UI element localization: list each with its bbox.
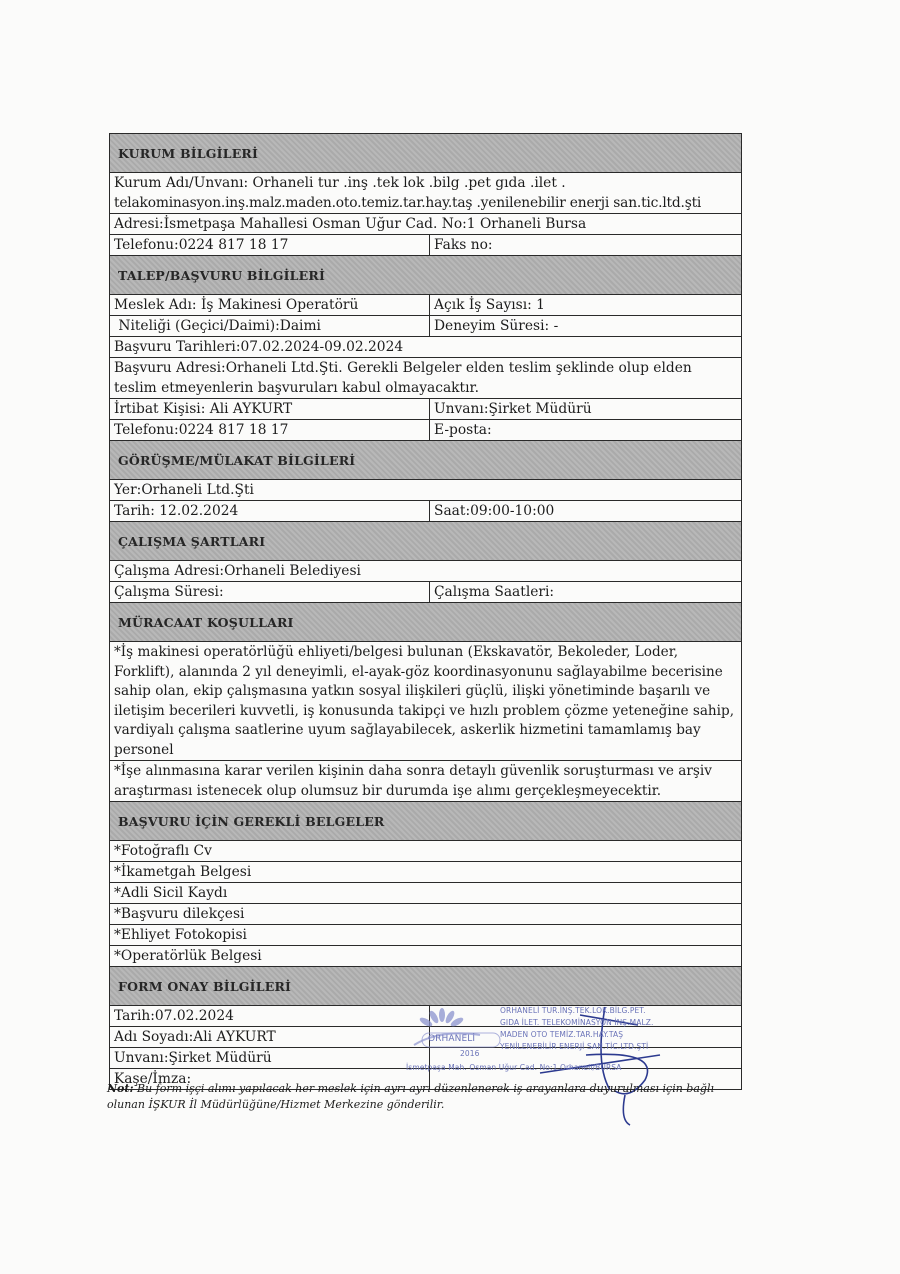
talep-irtibat: İrtibat Kişisi: Ali AYKURT [110, 399, 430, 419]
talep-nitelik: Niteliği (Geçici/Daimi):Daimi [110, 316, 430, 336]
belge-item-label: *İkametgah Belgesi [114, 864, 252, 880]
section-header-talep: TALEP/BAŞVURU BİLGİLERİ [110, 256, 741, 295]
kurum-telefon: Telefonu:0224 817 18 17 [110, 235, 430, 255]
kurum-unvan-line1: Kurum Adı/Unvanı: Orhaneli tur .inş .tek lok .bilg .pet gıda .ilet . [114, 175, 566, 191]
section-header-gorusme: GÖRÜŞME/MÜLAKAT BİLGİLERİ [110, 441, 741, 480]
stamp-line2: GIDA İLET. TELEKOMİNASYON İNŞ.MALZ. [500, 1018, 654, 1027]
stamp-line1: ORHANELİ TUR.İNŞ.TEK.LOK.BİLG.PET. [500, 1006, 646, 1015]
kurum-adres-row [110, 214, 741, 235]
stamp-line4: YENİLENEBİLİR ENERJİ SAN.TİC.LTD.ŞTİ [500, 1042, 649, 1051]
talep-meslek: Meslek Adı: İş Makinesi Operatörü [110, 295, 430, 315]
onay-ad-row [110, 1027, 741, 1048]
stamp-address: İsmetpaşa Mah. Osman Uğur Cad. No:1 Orhaneli/BURSA [406, 1063, 622, 1072]
calisma-sure: Çalışma Süresi: [110, 582, 430, 602]
talep-nitelik-row [110, 316, 741, 337]
note-label: Not: [107, 1082, 134, 1095]
talep-adres-line2: teslim etmeyenlerin başvuruları kabul olmayacaktır. [114, 380, 479, 396]
section-header-belgeler: BAŞVURU İÇİN GEREKLİ BELGELER [110, 802, 741, 841]
section-header-onay: FORM ONAY BİLGİLERİ [110, 967, 741, 1006]
gorusme-tarih: Tarih: 12.02.2024 [110, 501, 430, 521]
belge-item-label: *Fotoğraflı Cv [114, 843, 212, 859]
calisma-adres-row [110, 561, 741, 582]
talep-eposta: E-posta: [434, 422, 492, 438]
belge-item [110, 946, 741, 967]
talep-acik-is: Açık İş Sayısı: 1 [434, 297, 545, 313]
talep-tarihler: Başvuru Tarihleri:07.02.2024-09.02.2024 [114, 339, 404, 355]
stamp-logo-text: ORHANELİ [428, 1034, 476, 1044]
footer-note [107, 1081, 747, 1113]
gorusme-saat: Saat:09:00-10:00 [434, 503, 555, 519]
belge-item-label: *Ehliyet Fotokopisi [114, 927, 247, 943]
belge-item [110, 883, 741, 904]
talep-adres-row [110, 358, 741, 399]
talep-telefon: Telefonu:0224 817 18 17 [110, 420, 430, 440]
job-application-form [109, 133, 742, 1090]
belge-item [110, 904, 741, 925]
note-text: Bu form işçi alımı yapılacak her meslek için ayrı ayrı düzenlenerek iş arayanlara duyurulması için bağlı olunan İŞKUR İl Müdürlüğüne/Hizmet Merkezine gönderilir. [107, 1082, 714, 1111]
talep-tarihler-row [110, 337, 741, 358]
talep-telefon-row [110, 420, 741, 441]
belge-item [110, 925, 741, 946]
section-header-calisma: ÇALIŞMA ŞARTLARI [110, 522, 741, 561]
gorusme-tarih-row [110, 501, 741, 522]
belge-item [110, 862, 741, 883]
kurum-unvan-line2: telakominasyon.inş.malz.maden.oto.temiz.tar.hay.taş .yenilenebilir enerji san.tic.ltd.şti [114, 195, 702, 211]
talep-adres-line1: Başvuru Adresi:Orhaneli Ltd.Şti. Gerekli Belgeler elden teslim şeklinde olup elden [114, 360, 692, 376]
onay-kase: Kaşe/İmza: [110, 1069, 430, 1089]
onay-tarih: Tarih:07.02.2024 [110, 1006, 430, 1026]
calisma-adres: Çalışma Adresi:Orhaneli Belediyesi [114, 563, 361, 579]
talep-irtibat-row [110, 399, 741, 420]
muracaat-paragraph1: *İş makinesi operatörlüğü ehliyeti/belgesi bulunan (Ekskavatör, Bekoleder, Loder, Forklift), alanında 2 yıl deneyimli, el-ayak-göz koordinasyonunu sağlayabilme becerisine sahip olan, ekip çalışmasına yatkın sosyal ilişkileri güçlü, ilişki yönetiminde başarılı ve iletişim becerileri kuvvetli, iş konusunda takipçi ve hızlı problem çözme yeteneğine sahip, vardiyalı çalışma saatlerine uyum sağlayabilecek, askerlik hizmetini tamamlamış bay personel [114, 644, 735, 758]
belge-item-label: *Adli Sicil Kaydı [114, 885, 228, 901]
section-header-kurum: KURUM BİLGİLERİ [110, 134, 741, 173]
kurum-adres: Adresi:İsmetpaşa Mahallesi Osman Uğur Cad. No:1 Orhaneli Bursa [114, 216, 587, 232]
onay-tarih-row [110, 1006, 741, 1027]
talep-deneyim: Deneyim Süresi: - [434, 318, 559, 334]
talep-meslek-row [110, 295, 741, 316]
talep-unvan: Unvanı:Şirket Müdürü [434, 401, 592, 417]
belge-item-label: *Operatörlük Belgesi [114, 948, 262, 964]
gorusme-yer-row [110, 480, 741, 501]
belge-item-label: *Başvuru dilekçesi [114, 906, 245, 922]
belge-item [110, 841, 741, 862]
calisma-saatler: Çalışma Saatleri: [434, 584, 555, 600]
kurum-telefon-row [110, 235, 741, 256]
stamp-line3: MADEN OTO TEMİZ.TAR.HAY.TAŞ [500, 1030, 624, 1039]
calisma-sure-row [110, 582, 741, 603]
stamp-year: 2016 [460, 1049, 480, 1058]
kurum-unvan-row [110, 173, 741, 214]
gorusme-yer: Yer:Orhaneli Ltd.Şti [114, 482, 254, 498]
onay-ad: Adı Soyadı:Ali AYKURT [110, 1027, 430, 1047]
muracaat-paragraph2: *İşe alınmasına karar verilen kişinin daha sonra detaylı güvenlik soruşturması ve arşiv araştırması istenecek olup olumsuz bir durumda işe alımı gerçekleşmeyecektir. [114, 763, 712, 799]
kurum-faks: Faks no: [434, 237, 493, 253]
muracaat-paragraph1-row [110, 642, 741, 761]
muracaat-paragraph2-row [110, 761, 741, 802]
onay-unvan-row [110, 1048, 741, 1069]
section-header-muracaat: MÜRACAAT KOŞULLARI [110, 603, 741, 642]
onay-unvan: Unvanı:Şirket Müdürü [110, 1048, 430, 1068]
